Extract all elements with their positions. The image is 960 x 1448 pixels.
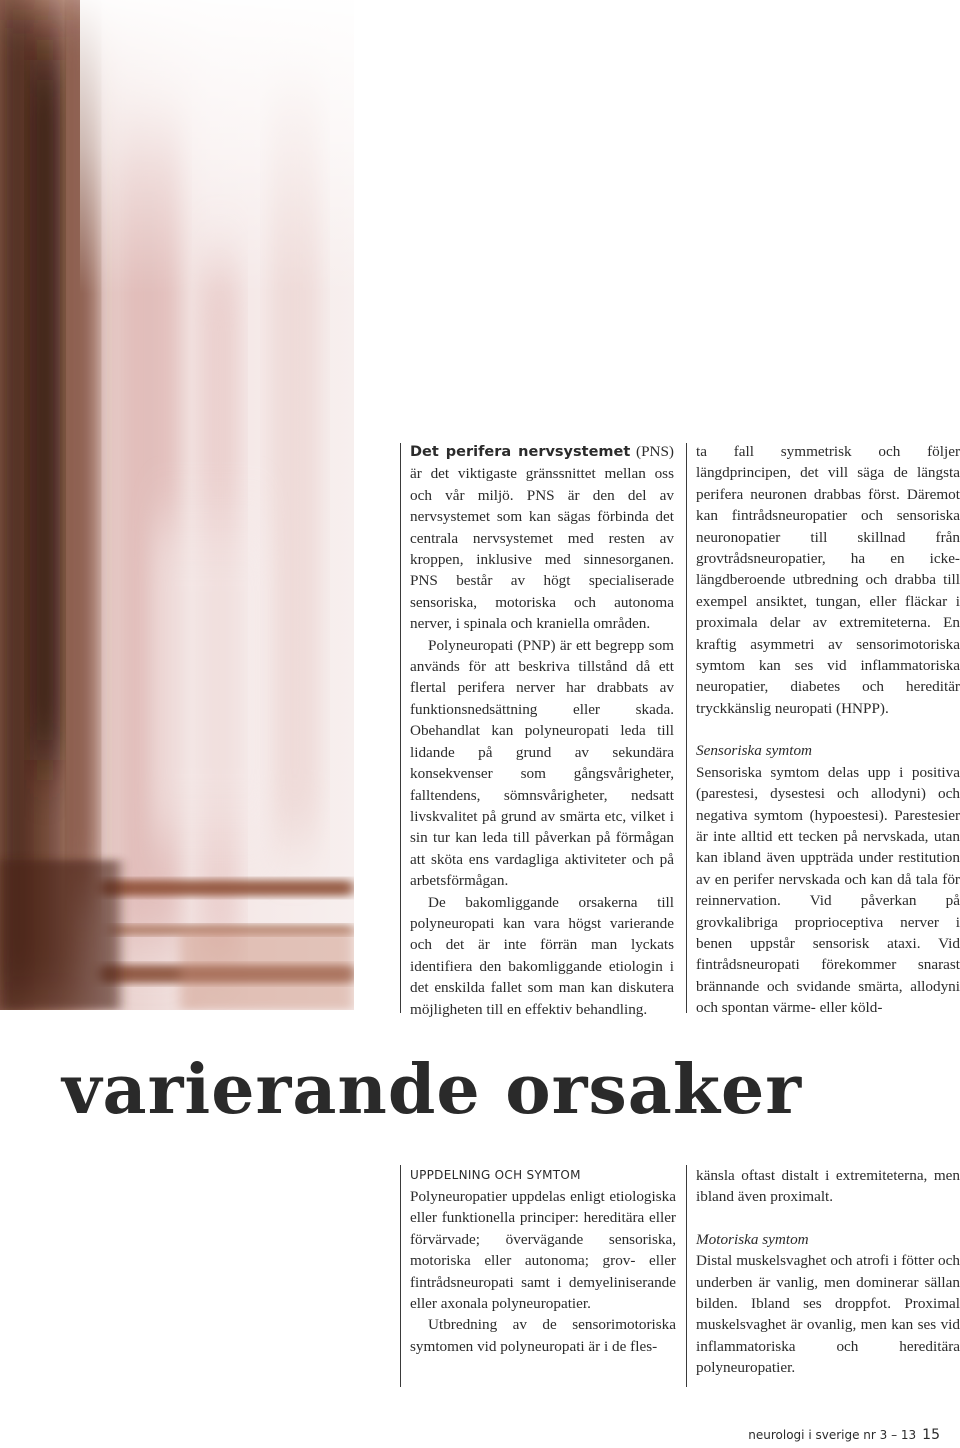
subheading-sensoriska: Sensoriska symtom [696,742,813,760]
article-headline: varierande orsaker [62,1050,803,1130]
page-number: 15 [922,1427,940,1443]
lead-text: Det perifera nervsystemet [410,444,631,460]
column-intro [410,441,674,1020]
column-rule [400,443,401,1013]
column-rule [400,1165,401,1387]
subheading-motoriska: Motoriska symtom [696,1230,809,1248]
body-paragraph: Polyneuropati (PNP) är ett begrepp som används för att beskriva tillstånd då ett flertal perifera nerver har drabbats av funktionsnedsättning eller skada. Obehandlat kan polyneuropati leda till lidande på grund av sekundära konsekvenser som gångsvårigheter, falltendens, sömnsvårigheter, nedsatt livskvalitet på grund av smärta etc, vilket i sin tur kan leda till påverkan på förmågan att sköta ens vardagliga aktiviteter och på arbetsförmågan. [410,636,674,890]
column-rule [686,443,687,1013]
journal-name: neurologi i sverige nr 3 – 13 [748,1428,917,1442]
body-paragraph: Sensoriska symtom delas upp i positiva (parestesi, dysestesi och allodyni) och negativa symtom (hypoestesi). Parestesier är inte alltid ett tecken på nervskada, utan kan ibland även uppträda under restitution av en perifer nervskada och kan då tala för reinnervation. Vid påverkan på grovkalibriga proprioceptiva nerver i benen uppstår sensorisk ataxi. Vid fintrådsneuropati förekommer snarast brännande och svidande smärta, allodyni och spontan värme- eller köld- [696,763,960,1017]
column-rule [686,1165,687,1387]
intro-text: (PNS) är det viktigaste gränssnittet mellan oss och vår miljö. PNS är den del av nervsystemet som kan sägas förbinda det centrala nervsystemet med resten av kroppen, inklusive med sinnesorganen. PNS består av högt specialiserade sensoriska, motoriska och autonoma nerver, i spinala och kraniella områden. [410,443,674,633]
body-paragraph: känsla oftast distalt i extremiteterna, men ibland även proximalt. [696,1167,960,1206]
page-footer [748,1427,940,1443]
body-paragraph: Polyneuropatier uppdelas enligt etiologiska eller funktionella principer: hereditära eller förvärvade; övervägande sensoriska, motoriska eller autonoma; grov- eller fintrådsneuropati samt i demyeliniserande eller axonala polyneuropatier. [410,1188,676,1313]
article-photo [0,0,354,1010]
body-paragraph: Utbredning av de sensorimotoriska symtomen vid polyneuropati är i de fles- [410,1316,676,1355]
body-paragraph: Distal muskelsvaghet och atrofi i fötter och underben är vanlig, men dominerar sällan bilden. Ibland ses droppfot. Proximal muskelsvaghet är ovanlig, men kan ses vid inflammatoriska och hereditära polyneuropatier. [696,1252,960,1377]
body-paragraph: ta fall symmetrisk och följer längdprincipen, det vill säga de längsta perifera neuronen drabbas först. Däremot kan fintrådsneuropatier och sensoriska neuronopatier till skillnad från grovtrådsneuropatier, ha en icke-längdberoende utbredning och drabba till exempel ansiktet, tungan, eller fläckar i proximala delar av extremiteterna. En kraftig asymmetri av sensorimotoriska symtom kan ses vid inflammatoriska neuropatier, diabetes och hereditär tryckkänslig neuropati (HNPP). [696,443,960,717]
column-4 [696,1165,960,1379]
column-3 [410,1165,676,1357]
intro-paragraph [410,441,674,635]
column-2 [696,441,960,1019]
body-paragraph: De bakomliggande orsakerna till polyneuropati kan vara högst varierande och det är inte förrän man lyckats identifiera den bakomliggande etiologin i det enskilda fallet som man kan diskutera möjligheten till en effektiv behandling. [410,893,674,1018]
section-heading: UPPDELNING OCH SYMTOM [410,1168,581,1182]
